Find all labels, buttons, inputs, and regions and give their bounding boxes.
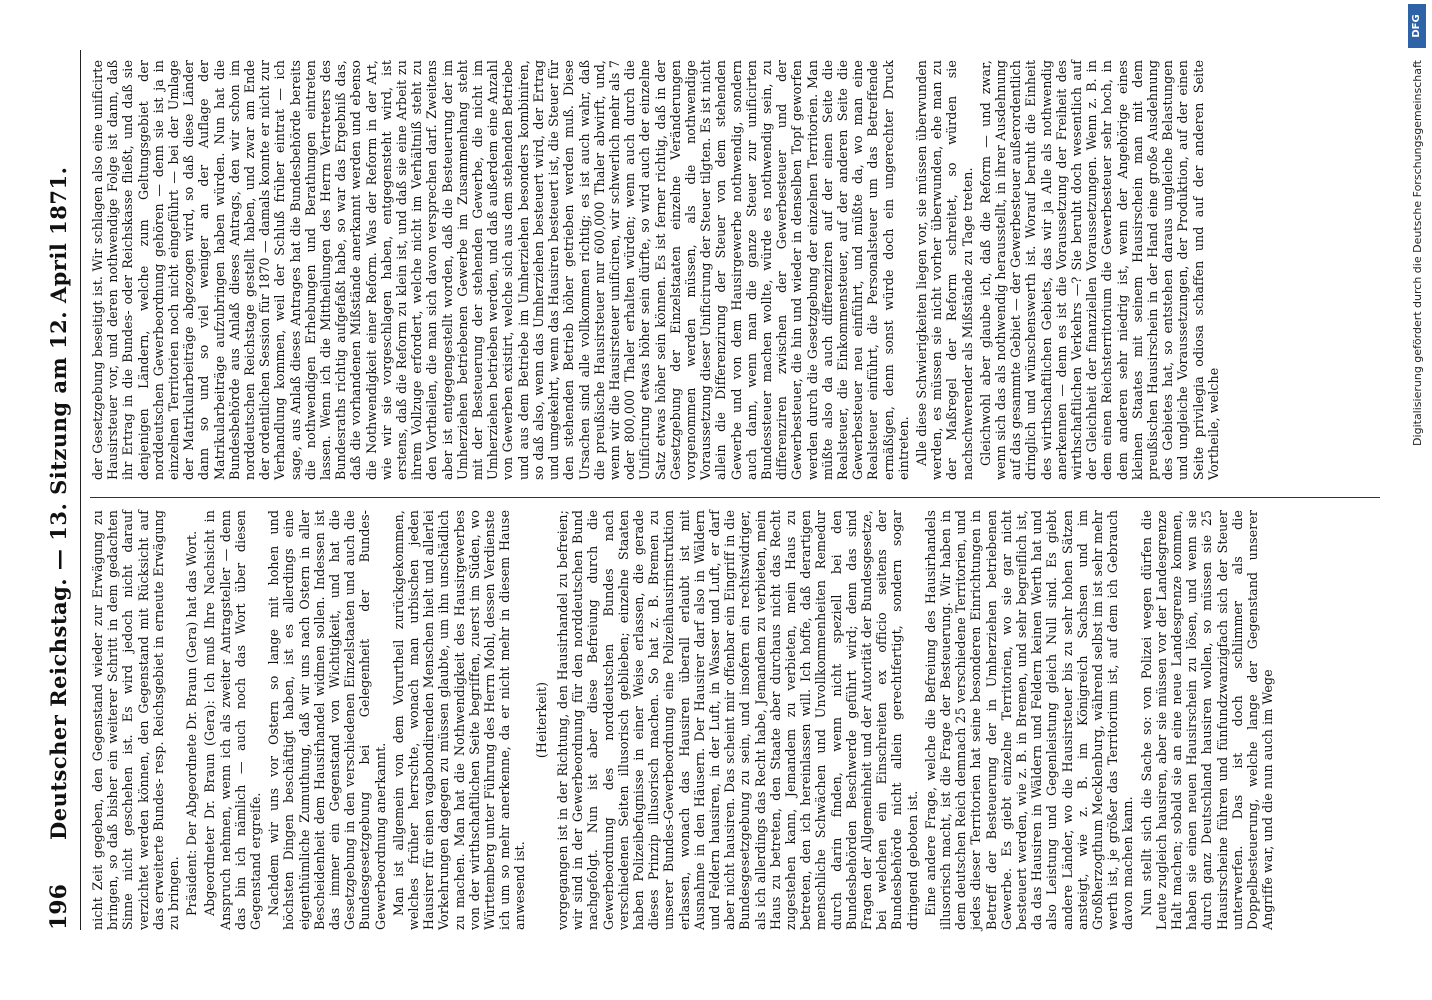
- paragraph: Alle diese Schwierigkeiten liegen vor, sie müssen überwunden werden, es müssen sie nicht vorher überwunden, ehe man zu der Maßregel der Reform schreitet, so würden sie nachschwerender als Mißstände zu Tage treten.: [913, 60, 975, 480]
- paragraph: Gleichwohl aber glaube ich, daß die Reform — und zwar, wenn sich das als nothwendig herausstellt, in ihrer Ausdehnung auf das gesammte Gebiet — der Gewerbesteuer außerordentlich dringlich und wünschenswerth ist. Worauf beruht die Einheit des wirthschaftlichen Gebiets, das wir ja Alle als nothwendig anerkennen — denn es ist die Voraussetzung der Freiheit des wirthschaftlichen Verkehrs —? Sie beruht doch wesentlich auf der Gleichheit der finanziellen Voraussetzungen. Wenn z. B. in dem einen Reichsterritorium die Gewerbesteuer sehr hoch, in dem anderen sehr niedrig ist, wenn der Angehörige eines kleinen Staates mit seinem Hausirschein man mit dem preußischen Hausirschein in der Hand eine große Ausdehnung des Gebietes hat, so entstehen daraus ungleiche Belastungen und ungleiche Voraussetzungen, der Produktion, auf der einen Seite privilegia odiosa schaffen und auf der anderen Seite Vortheile, welche: [977, 60, 1221, 480]
- running-head: Deutscher Reichstag. — 13. Sitzung am 12. April 1871.: [46, 166, 71, 840]
- left-column: [90, 510, 1278, 930]
- paragraph: Abgeordneter Dr. Braun (Gera): Ich muß Ihre Nachsicht in Anspruch nehmen, wenn ich als zweiter Antragsteller — denn das bin ich nämlich — auch noch das Wort über diesen Gegenstand ergreife.: [202, 510, 264, 930]
- paragraph-president: Präsident: Der Abgeordnete Dr. Braun (Gera) hat das Wort.: [184, 530, 200, 916]
- dfg-logo: DFG: [1408, 4, 1426, 48]
- column-divider: [90, 497, 1380, 498]
- paragraph: Nachdem wir uns vor Ostern so lange mit hohen und höchsten Dingen beschäftigt haben, ist es allerdings eine eigenthümliche Zumuthung, daß wir uns nach Ostern in aller Bescheidenheit dem Hausirhandel widmen sollen. Indessen ist das immer ein Gegenstand von Wichtigkeit, und hat die Gesetzgebung in den verschiedenen Einzelstaaten und auch die Bundesgesetzgebung bei Gelegenheit der Bundes-Gewerbeordnung anerkannt.: [266, 510, 388, 930]
- paragraph: Nun stellt sich die Sache so: von Polizei wegen dürfen die Leute zugleich hausiren, aber sie müssen vor der Landesgrenze Halt machen; sobald sie an eine neue Landesgrenze kommen, haben sie einen neuen Hausirschein zu lösen, und wenn sie durch ganz Deutschland hausiren wollen, so müssen sie 25 Hausirscheine führen und fünfundzwanzigfach sich der Steuer unterwerfen. Das ist doch schlimmer als die Doppelbesteuerung, welche lange der Gegenstand unserer Angriffe war, und die nun auch im Wege: [1138, 510, 1276, 930]
- digitization-credit: [1405, 0, 1432, 1000]
- paragraph: nicht Zeit gegeben, den Gegenstand wieder zur Erwägung zu bringen, so daß bisher ein weiterer Schritt in dem gedachten Sinne nicht geschehen ist. Es wird jedoch nicht darauf verzichtet werden können, den Gegenstand mit Rücksicht auf das erweiterte Bundes- resp. Reichsgebiet in erneute Erwägung zu bringen.: [90, 510, 182, 930]
- digitization-note: Digitalisierung gefördert durch die Deutsche Forschungsgemeinschaft: [1411, 60, 1424, 446]
- paragraph: der Gesetzgebung beseitigt ist. Wir schlagen also eine unificirte Hausirsteuer vor, und deren nothwendige Folge ist dann, daß ihr Ertrag in die Bundes- oder Reichskasse fließt, und daß sie denjenigen Ländern, welche zum Geltungsgebiet der norddeutschen Gewerbeordnung gehören — denn sie ist ja in einzelnen Territorien noch nicht eingeführt — bei der Umlage der Matrikularbeiträge abgezogen wird, so daß diese Länder dann so und so viel weniger an der Auflage der Matrikularbeiträge aufzubringen haben würden. Nun hat die Bundesbehörde aus Anlaß dieses Antrags, den wir schon im norddeutschen Reichstage gestellt haben, und zwar am Ende der ordentlichen Session für 1870 — damals konnte er nicht zur Verhandlung kommen, weil der Schluß früher eintrat — ich sage, aus Anlaß dieses Antrages hat die Bundesbehörde bereits die nothwendigen Erhebungen und Berathungen eintreten lassen. Wenn ich die Mittheilungen des Herrn Vertreters des Bundesraths richtig aufgefaßt habe, so war das Ergebniß das, daß die vorhandenen Mißstände anerkannt werden und ebenso die Nothwendigkeit einer Reform. Was der Reform in der Art, wie wir sie vorgeschlagen haben, entgegensteht wird, ist erstens, daß die Reform zu klein ist, und daß sie eine Arbeit zu ihrem Vollzuge erfordert, welche nicht im Verhältniß steht zu den Vortheilen, die man sich davon versprechen darf. Zweitens aber ist entgegengestellt worden, daß die Besteuerung der im Umherziehen betriebenen Gewerbe im Zusammenhang steht mit der Besteuerung der stehenden Gewerbe, die nicht im Umherziehen betrieben werden, und daß außerdem eine Anzahl von Gewerben existirt, welche sich aus dem stehenden Betriebe und aus dem Betriebe im Umherziehen besonders kombiniren, so daß also, wenn das Umherziehen besteuert wird, der Ertrag und umgekehrt, wenn das Hausiren besteuert ist, die Steuer für den stehenden Betrieb höher getrieben werden muß. Diese Ursachen sind alle vollkommen richtig; es ist auch wahr, daß die preußische Hausirsteuer nur 600,000 Thaler abwirft, und, wenn wir die Hausirsteuer unificiren, wir schwerlich mehr als 7 oder 800,000 Thaler erhalten würden; wenn auch durch die Unificirung etwas höher sein dürfte, so wird auch der einzelne Satz etwas höher sein können. Es ist ferner richtig, daß in der Gesetzgebung der Einzelstaaten einzelne Veränderungen vorgenommen werden müssen, als die nothwendige Voraussetzung dieser Unificirung der Steuer tilgten. Es ist nicht allein die Differenzirung der Steuer von dem stehenden Gewerbe und von dem Hausirgewerbe nothwendig, sondern auch dann, wenn man die ganze Steuer zur unificirten Bundessteuer machen wollte, würde es nothwendig sein, zu differenziren zwischen der Gewerbesteuer und der Gewerbesteuer, die hin und wieder in denselben Topf geworfen werden durch die Gesetzgebung der einzelnen Territorien. Man müßte also da auch differenziren auf der einen Seite die Realsteuer, die Einkommensteuer, auf der anderen Seite die Gewerbesteuer neu einführt, und müßte da, wo man eine Realsteuer einführt, die Personalsteuer um das Betreffende ermäßigen, denn sonst würde doch ein ungerechter Druck eintreten.: [90, 60, 911, 480]
- paragraph: Eine andere Frage, welche die Befreiung des Hausirhandels illusorisch macht, ist die Frage der Besteuerung. Wir haben in dem deutschen Reich demnach 25 verschiedene Territorien, und jedes dieser Territorien hat seine besonderen Einrichtungen in Betreff der Besteuerung der in Umherziehen betriebenen Gewerbe. Es giebt einzelne Territorien, wo sie gar nicht besteuert werden, wie z. B. in Bremen, und sehr begreiflich ist, da das Hausiren in Wäldern und Feldern keinen Werth hat und also Leistung und Gegenleistung gleich Null sind. Es giebt andere Länder, wo die Hausirsteuer bis zu sehr hohen Sätzen ansteigt, wie z. B. im Königreich Sachsen und im Großherzogthum Mecklenburg, während selbst im ist sehr mehr werth ist, je größer das Territorium ist, auf dem ich Gebrauch davon machen kann.: [922, 509, 1136, 930]
- right-column: [90, 60, 1224, 480]
- paragraph: vorgegangen ist in der Richtung, den Hausirhandel zu befreien; wir sind in der Gewerbeordnung für den norddeutschen Bund nachgefolgt. Nun ist aber diese Befreiung durch die Gewerbeordnung des norddeutschen Bundes nach verschiedenen Seiten illusorisch geblieben; einzelne Staaten haben Polizeibefugnisse in einer Weise erlassen, die gerade dieses Prinzip illusorisch machen. So hat z. B. Bremen zu unserer Bundes-Gewerbeordnung eine Polizeihausirinstruktion erlassen, wonach das Hausiren überall erlaubt ist mit Ausnahme in den Häusern. Der Hausirer darf also in Wäldern und Feldern hausiren, in der Luft, in Wasser und Luft, er darf aber nicht hausiren. Das scheint mir offenbar ein Eingriff in die Bundesgesetzgebung zu sein, und insofern ein rechtswidriger, als ich allerdings das Recht habe, Jemandem zu verbieten, mein Haus zu betreten, den Staate aber durchaus nicht das Recht zugestehen kann, Jemandem zu verbieten, mein Haus zu betreten, den ich hereinlassen will. Ich hoffe, daß derartigen menschliche Schwächen und Unvollkommenheiten Remedur durch darin finden, wenn nicht speziell bei den Bundesbehörden Beschwerde geführt wird; denn das sind Fragen der Allgemeinheit und der Autorität der Bundesgesetze, bei welchen ein Einschreiten ex officio seitens der Bundesbehörde nicht allein gerechtfertigt, sondern sogar dringend geboten ist.: [554, 510, 920, 930]
- page-number: 196: [46, 884, 72, 930]
- page-header: [10, 50, 81, 930]
- paragraph: Man ist allgemein von dem Vorurtheil zurückgekommen, welches früher herrschte, wonach man urbischen jeden Hausirer für einen vagabondirenden Menschen hielt und allerlei Vorkehrungen dagegen zu müssen glaubte, um ihn unschädlich zu machen. Man hat die Nothwendigkeit des Hausirgewerbes von der wirthschaftlichen Seite begriffen, zuerst im Süden, wo Württemberg unter Führung des Herrn Mohl, dessen Verdienste ich um so mehr anerkenne, da er nicht mehr in diesem Hause anwesend ist.: [390, 510, 528, 930]
- stage-direction: (Heiterkeit): [533, 681, 549, 759]
